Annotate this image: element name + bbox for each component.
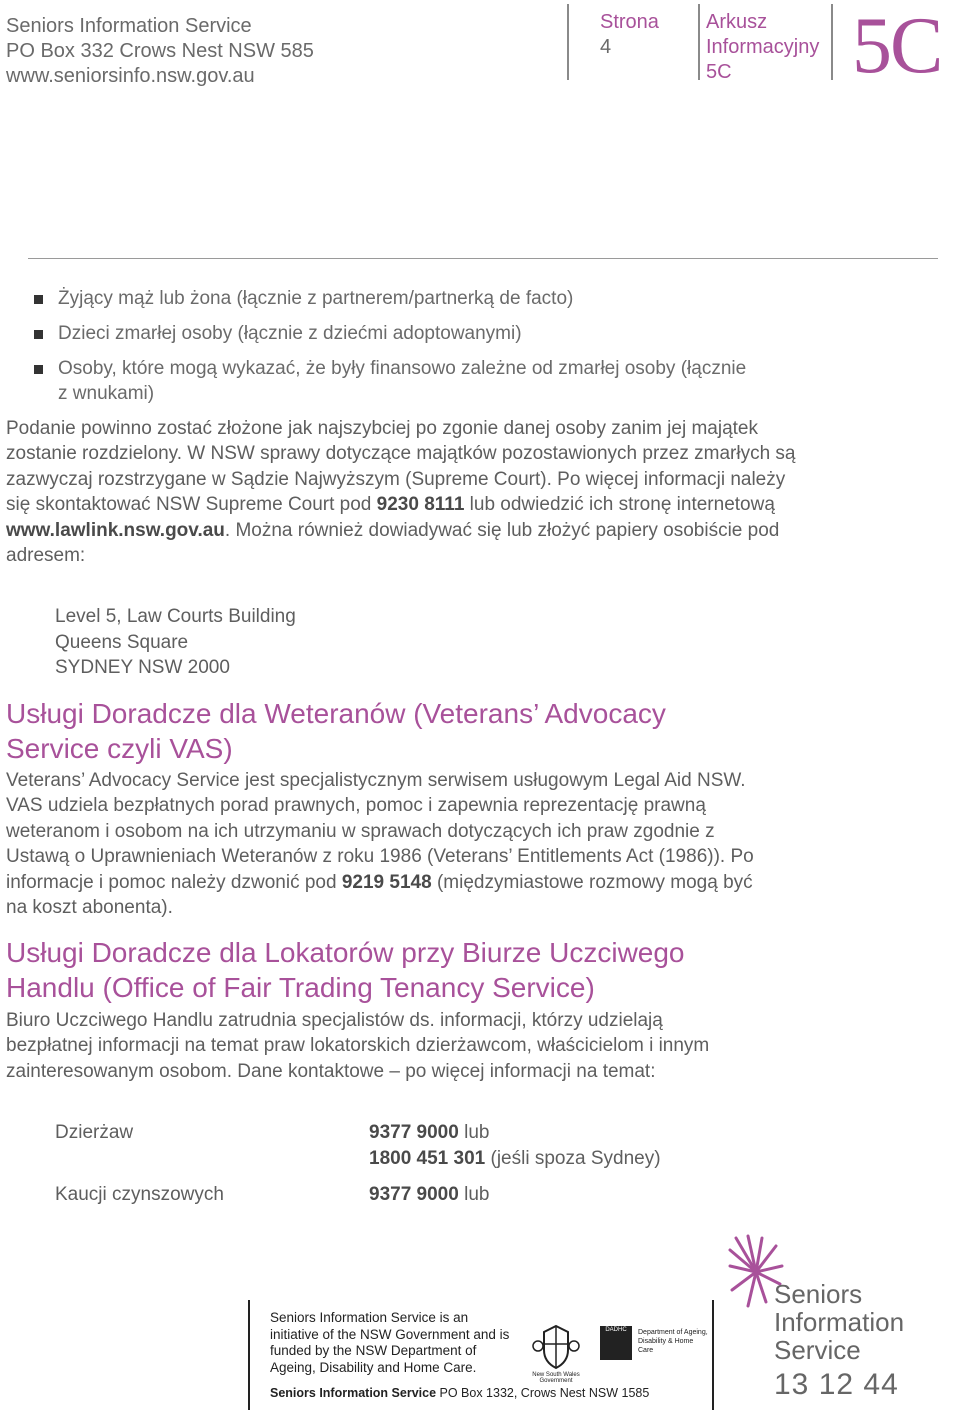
footer-divider	[248, 1300, 250, 1410]
vas-heading: Usługi Doradcze dla Weteranów (Veterans’ Advocacy Service czyli VAS)	[6, 698, 666, 764]
paragraph-text: Podanie powinno zostać złożone jak najszybciej po zgonie danej osoby zanim jej majątek zostanie rozdzielony. W NSW sprawy dotyczące majątków pozostawionych przez zmarłych są zazwyczaj rozstrzygane w Sądzie Najwyższym (Supreme Court). Po więcej informacji należy się skontaktować NSW Supreme Court pod	[6, 418, 796, 516]
sheet-label: Arkusz	[706, 11, 768, 33]
bullet-list	[32, 286, 758, 416]
square-bullet-icon	[34, 365, 43, 374]
court-address	[55, 604, 296, 681]
footer-divider	[712, 1300, 714, 1410]
paragraph-text: lub odwiedzić ich stronę internetową	[464, 494, 775, 516]
sis-logo-text	[774, 1280, 904, 1364]
page-label: Strona	[600, 11, 659, 33]
logo-line: Service	[774, 1335, 861, 1365]
vas-paragraph	[6, 768, 776, 920]
paragraph-text: (międzymiastowe rozmowy mogą być na koszt abonenta).	[6, 871, 753, 919]
org-address: PO Box 332 Crows Nest NSW 585	[6, 40, 314, 62]
footer-org: Seniors Information Service	[270, 1386, 437, 1400]
lawlink-link[interactable]: www.lawlink.nsw.gov.au	[6, 519, 225, 541]
footer-address	[270, 1386, 649, 1400]
footer-text: Seniors Information Service is an initiative of the NSW Government and is funded by the NSW Department of Ageing, Disability and Home Care.	[270, 1310, 510, 1375]
crest-caption: New South Wales Government	[532, 1372, 580, 1384]
address-line: Queens Square	[55, 631, 189, 653]
logo-line: Information	[774, 1307, 905, 1337]
contact-label: Dzierżaw	[55, 1122, 134, 1143]
vas-phone[interactable]: 9219 5148	[341, 871, 432, 893]
bond-phone[interactable]: 9377 9000	[369, 1184, 459, 1205]
page-indicator	[600, 10, 659, 60]
page-number: 4	[600, 36, 612, 58]
org-website[interactable]: www.seniorsinfo.nsw.gov.au	[6, 65, 255, 87]
paragraph-text: Veterans’ Advocacy Service jest specjalistycznym serwisem usługowym Legal Aid NSW. VAS udziela bezpłatnych porad prawnych, pomoc i zapewnia reprezentację prawną weteranom i osobom na ich utrzymaniu w sprawach dotyczących ich praw zgodnie z Ustawą o Uprawnieniach Weteranów z roku 1986 (Veterans’ Entitlements Act (1986)). Po informacje i pomoc należy dzwonić pod	[6, 770, 754, 893]
address-line: Level 5, Law Courts Building	[55, 606, 296, 627]
sheet-code: 5C	[706, 61, 732, 83]
header-divider	[567, 4, 569, 80]
org-name: Seniors Information Service	[6, 15, 252, 37]
list-item-text: Dzieci zmarłej osoby (łącznie z dziećmi adoptowanymi)	[58, 323, 522, 344]
sis-phone[interactable]: 13 12 44	[774, 1368, 899, 1401]
square-bullet-icon	[34, 295, 43, 304]
header-divider	[698, 4, 700, 80]
tenancy-freecall-phone[interactable]: 1800 451 301	[369, 1147, 486, 1169]
tenancy-phone[interactable]: 9377 9000	[369, 1122, 459, 1143]
oft-heading: Usługi Doradcze dla Lokatorów przy Biurze Uczciwego Handlu (Office of Fair Trading Tenancy Service)	[6, 937, 685, 1003]
nsw-crest-icon	[530, 1320, 582, 1372]
dadhc-logo	[600, 1326, 632, 1360]
big-sheet-code: 5C	[852, 2, 942, 90]
contact-suffix: lub	[458, 1184, 490, 1205]
contact-label: Kaucji czynszowych	[55, 1184, 224, 1205]
sheet-label-2: Informacyjny	[706, 36, 820, 58]
supreme-court-phone[interactable]: 9230 8111	[376, 494, 465, 516]
probate-paragraph	[6, 416, 806, 568]
header-divider	[831, 4, 833, 80]
paragraph-text: . Można również dowiadywać się lub złożyć papiery osobiście pod adresem:	[6, 519, 780, 567]
address-line: SYDNEY NSW 2000	[55, 657, 230, 678]
list-item	[32, 356, 758, 406]
dadhc-text: DADHC	[605, 1327, 627, 1333]
sheet-indicator	[706, 10, 819, 85]
list-item-text: Osoby, które mogą wykazać, że były finansowo zależne od zmarłej osoby (łącznie z wnukami)	[58, 358, 747, 404]
list-item-text: Żyjący mąż lub żona (łącznie z partnerem/partnerką de facto)	[58, 288, 574, 309]
oft-paragraph: Biuro Uczciwego Handlu zatrudnia specjalistów ds. informacji, którzy udzielają bezpłatnej informacji na temat praw lokatorskich dzierżawcom, właścicielom i innym zainteresowanym osobom. Dane kontaktowe – po więcej informacji na temat:	[6, 1010, 710, 1082]
list-item	[32, 321, 758, 346]
contact-phones	[369, 1182, 489, 1208]
footer	[248, 1300, 718, 1412]
department-name: Department of Ageing, Disability & Home Care	[638, 1329, 708, 1354]
contact-phones	[369, 1120, 661, 1171]
list-item	[32, 286, 758, 311]
header-org	[6, 14, 314, 89]
square-bullet-icon	[34, 330, 43, 339]
contact-suffix: (jeśli spoza Sydney)	[485, 1147, 661, 1169]
footer-postal: PO Box 1332, Crows Nest NSW 1585	[436, 1386, 650, 1400]
header-rule	[28, 258, 938, 259]
logo-line: Seniors	[774, 1279, 863, 1309]
contact-suffix: lub	[458, 1122, 490, 1143]
sis-logo	[720, 1232, 940, 1402]
